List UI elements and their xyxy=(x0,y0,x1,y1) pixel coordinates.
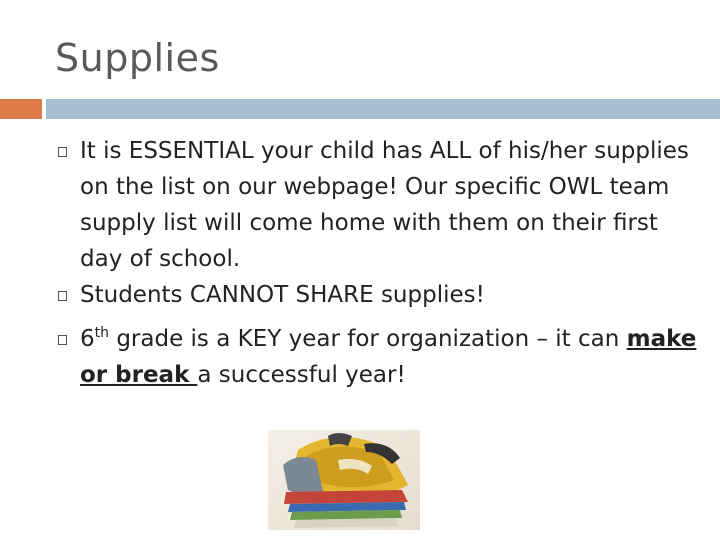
bullet-essential-supplies xyxy=(55,133,700,277)
bullet-text-end: a successful year! xyxy=(197,362,406,388)
bullet-list xyxy=(55,133,700,393)
bullet-text: grade is a KEY year for organization – it can xyxy=(109,326,627,352)
grade-number: 6 xyxy=(80,326,95,352)
square-bullet-icon xyxy=(58,291,67,301)
backpack-photo xyxy=(268,430,420,530)
title-rule xyxy=(46,99,720,119)
backpack-icon xyxy=(268,430,420,530)
bullet-text: It is ESSENTIAL your child has ALL of his/her supplies on the list on our webpage! Our specific OWL team supply list will come home with them on their first day of school. xyxy=(80,138,689,272)
square-bullet-icon xyxy=(58,335,67,345)
bullet-organization xyxy=(55,321,700,393)
emphasis-text: make or break xyxy=(80,326,697,388)
title-rule-accent xyxy=(0,99,42,119)
square-bullet-icon xyxy=(58,147,67,157)
bullet-cannot-share xyxy=(55,277,700,313)
grade-superscript: th xyxy=(94,325,110,341)
slide-title: Supplies xyxy=(55,36,220,80)
bullet-text: Students CANNOT SHARE supplies! xyxy=(80,282,485,308)
